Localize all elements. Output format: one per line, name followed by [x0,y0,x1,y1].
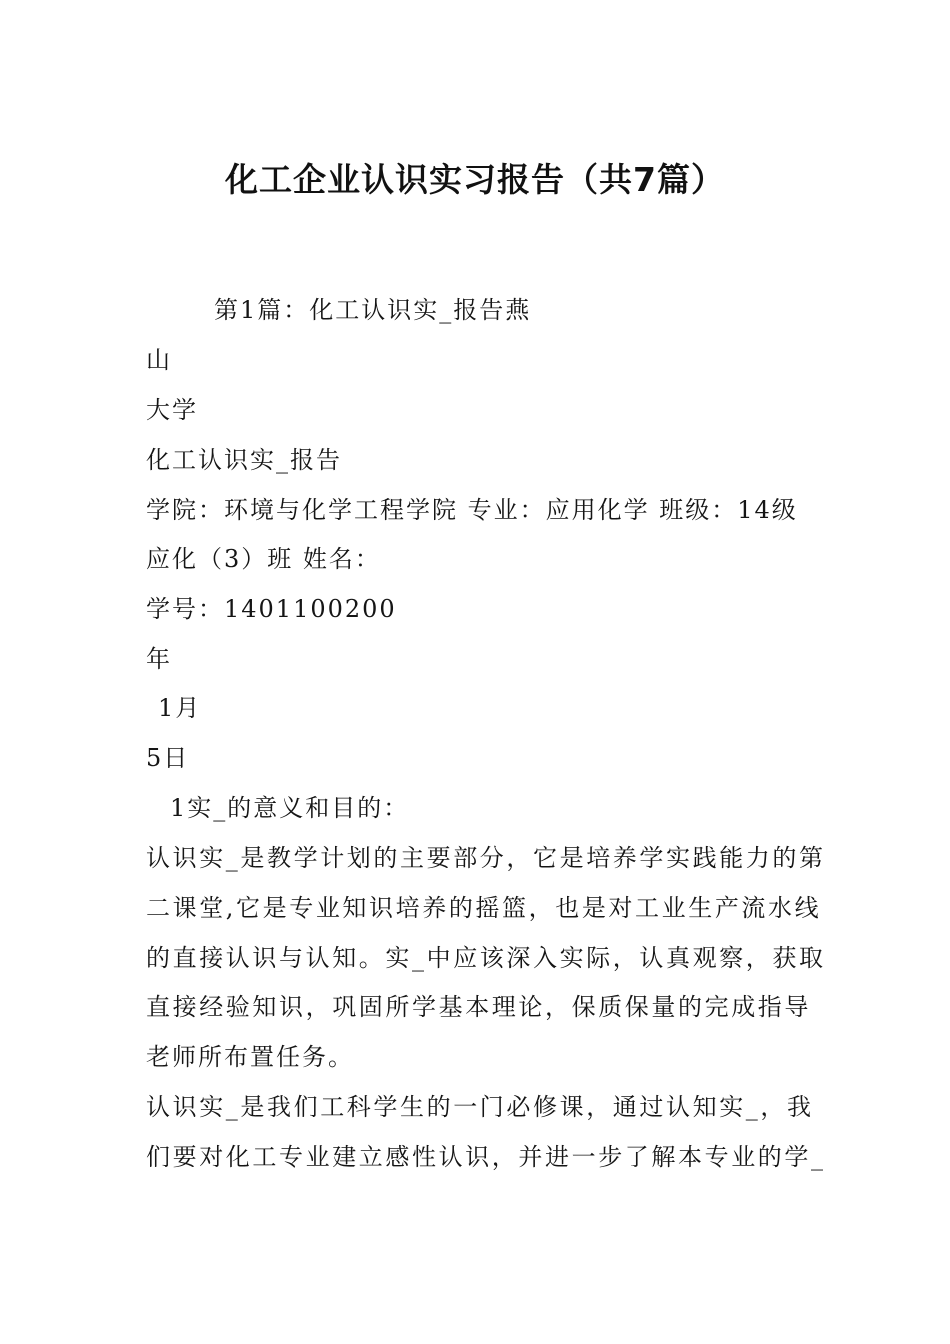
paragraph-line: 二课堂,它是专业知识培养的摇篮，也是对工业生产流水线 [146,894,822,922]
info-line-college: 学院：环境与化学工程学院 专业：应用化学 班级：14级 [146,496,798,524]
section-heading: 第1篇：化工认识实_报告燕 [214,296,532,324]
paragraph-line: 直接经验知识，巩固所学基本理论，保质保量的完成指导 [146,993,811,1021]
info-line-student-id: 学号：1401100200 [146,595,397,623]
report-subtitle: 化工认识实_报告 [146,446,342,474]
paragraph-line: 认识实_是我们工科学生的一门必修课，通过认知实_，我 [146,1093,814,1121]
info-line-class: 应化（3）班 姓名： [146,545,381,573]
date-month: 1月 [158,694,202,722]
date-year: 年 [146,645,172,673]
paragraph-line: 们要对化工专业建立感性认识，并进一步了解本专业的学_ [146,1143,826,1171]
paragraph-line: 认识实_是教学计划的主要部分，它是培养学实践能力的第 [146,844,826,872]
section-heading-purpose: 1实_的意义和目的： [170,794,410,822]
text-line-university: 大学 [146,396,198,424]
document-title: 化工企业认识实习报告（共7篇） [225,160,725,199]
paragraph-line: 的直接认识与认知。实_中应该深入实际，认真观察，获取 [146,944,826,972]
paragraph-line: 老师所布置任务。 [146,1043,354,1071]
date-day: 5日 [146,744,190,772]
text-line-shan: 山 [146,346,172,374]
